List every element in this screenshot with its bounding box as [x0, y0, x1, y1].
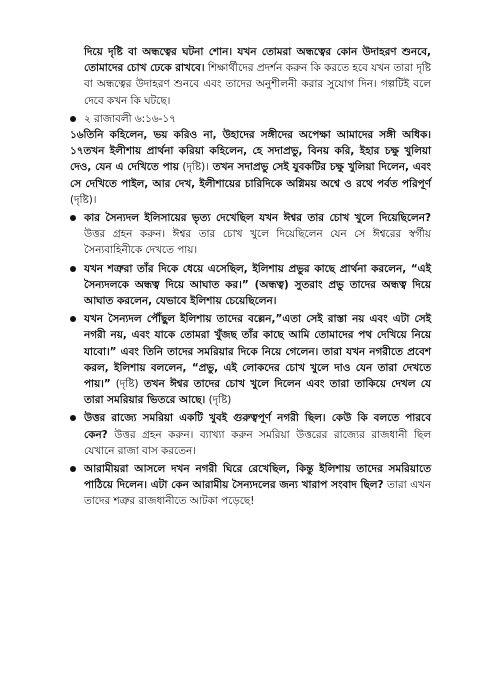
bullet-dot [70, 266, 76, 272]
list-item [70, 111, 431, 208]
intro-paragraph [84, 44, 431, 109]
intro-bold-text: দিয়ে দৃষ্টি বা অন্ধত্বের ঘটনা শোন। যখন তোমরা অন্ধত্বের কোন উদাহরণ শুনবে, তোমাদের চোখ ঢেকে রাখবে। [84, 46, 431, 75]
bullet-list [70, 111, 432, 510]
quote-bold-2: তখন সদাপ্রভু সেই যুবকটির চক্ষু খুলিয়া দিলেন, এবং সে দেখিতে পাইল, আর দেখ, ইলীশায়ের চারিদিকে অগ্নিময় অশ্বে ও রথে পর্বত পরিপূর্ণ [70, 161, 431, 190]
list-item [84, 210, 431, 259]
quote-normal-1: (দৃষ্টি)। [178, 161, 209, 174]
cue-text-2: (দৃষ্টি) [205, 394, 232, 407]
bullet-dot [70, 415, 76, 421]
scripture-quote [70, 127, 431, 208]
question-bold-text: উত্তর রাজ্যে সমরিয়া একটি খুবই গুরুত্বপূর্ণ নগরী ছিল। কেউ কি বলতে পারবে কেন? [84, 412, 431, 441]
scripture-reference: ২ রাজাবলী ৬:১৬-১৭ [84, 112, 176, 125]
bullet-dot [70, 466, 76, 472]
cue-text: (দৃষ্টি) [110, 378, 139, 391]
list-item [84, 410, 431, 459]
bullet-dot [70, 116, 76, 122]
question-normal-text: উত্তর গ্রহন করুন। ঈশ্বর তার চোখ খুলে দিয়েছিলেন যেন সে ঈশ্বরের স্বর্গীয় সৈন্যবাহিনীকে দেখতে পায়। [84, 228, 431, 257]
intro-normal-text: শিক্ষার্থীদের প্রদর্শন করুন কি করতে হবে যখন তারা দৃষ্টি বা অন্ধত্বের উদাহরণ শুনবে এবং তাদের অনুশীলনী করার সুযোগ দিন। গল্পটিই বলে দেবে কখন কি ঘটছে। [84, 62, 432, 107]
list-item [84, 261, 431, 310]
narrative-bold-text-2: তখন ঈশ্বর তাদের চোখ খুলে দিলেন এবং তারা তাকিয়ে দেখল যে তারা সমরিয়ার ভিতরে আছে। [84, 378, 431, 407]
bullet-dot [70, 215, 76, 221]
list-item [84, 311, 431, 408]
quote-normal-2: (দৃষ্টি)। [70, 193, 97, 206]
narrative-bold-text: যখন সৈন্যদল পৌঁছুল ইলিশায় তাদের বল্লেন,”এতা সেই রাস্তা নয় এবং এটা সেই নগরী নয়, এবং যাকে তোমরা খুঁজছ তাঁর কাছে আমি তোমাদের পথ দেখিয়ে নিয়ে যাবো।” এবং তিনি তাদের সমরিয়ার দিকে নিয়ে গেলেন। তারা যখন নগরীতে প্রবেশ করল, ইলিশায় বললেন, “প্রভু, এই লোকদের চোখ খুলে দাও যেন তারা দেখতে পায়।” [84, 313, 431, 391]
quote-bold-1: ১৬তিনি কহিলেন, ভয় করিও না, উহাদের সঙ্গীদের অপেক্ষা আমাদের সঙ্গী অধিক। ১৭তখন ইলীশায় প্রার্থনা করিয়া কহিলেন, হে সদাপ্রভু, বিনয় করি, ইহার চক্ষু খুলিয়া দেও, যেন এ দেখিতে পায় [70, 129, 431, 174]
question-normal-text: উত্তর গ্রহন করুন। ব্যাখ্যা করুন সমরিয়া উত্তরের রাজ্যের রাজধানী ছিল যেখানে রাজা বাস করতেন। [84, 428, 431, 457]
bullet-dot [70, 316, 76, 322]
question-bold-text: আরামীয়রা আসলে দখন নগরী ঘিরে রেখেছিল, কিন্তু ইলিশায় তাদের সমরিয়াতে পাঠিয়ে দিলেন। এটা কেন আরামীয় সৈন্যদলের জন্য খারাপ সংবাদ ছিল? [84, 463, 431, 492]
list-item [84, 461, 431, 510]
question-bold-text: কার সৈন্যদল ইলিসায়ের ভৃত্য দেখেছিল যখন ঈশ্বর তার চোখ খুলে দিয়েছিলেন? [84, 212, 431, 225]
question-normal-text: তারা এখন তাদের শত্রুর রাজধানীতে আটকা পড়েছে! [84, 479, 432, 508]
narrative-bold-text: যখন শত্রুরা তাঁর দিকে ধেয়ে এসেছিল, ইলিশায় প্রভুর কাছে প্রার্থনা করলেন, “এই সৈন্যদলকে অন্ধত্ব দিয়ে আঘাত কর।” (অন্ধত্ব) সুতরাং প্রভু তাদের অন্ধত্ব দিয়ে আঘাত করলেন, যেভাবে ইলিশায় চেয়েছিলেন। [84, 262, 431, 308]
